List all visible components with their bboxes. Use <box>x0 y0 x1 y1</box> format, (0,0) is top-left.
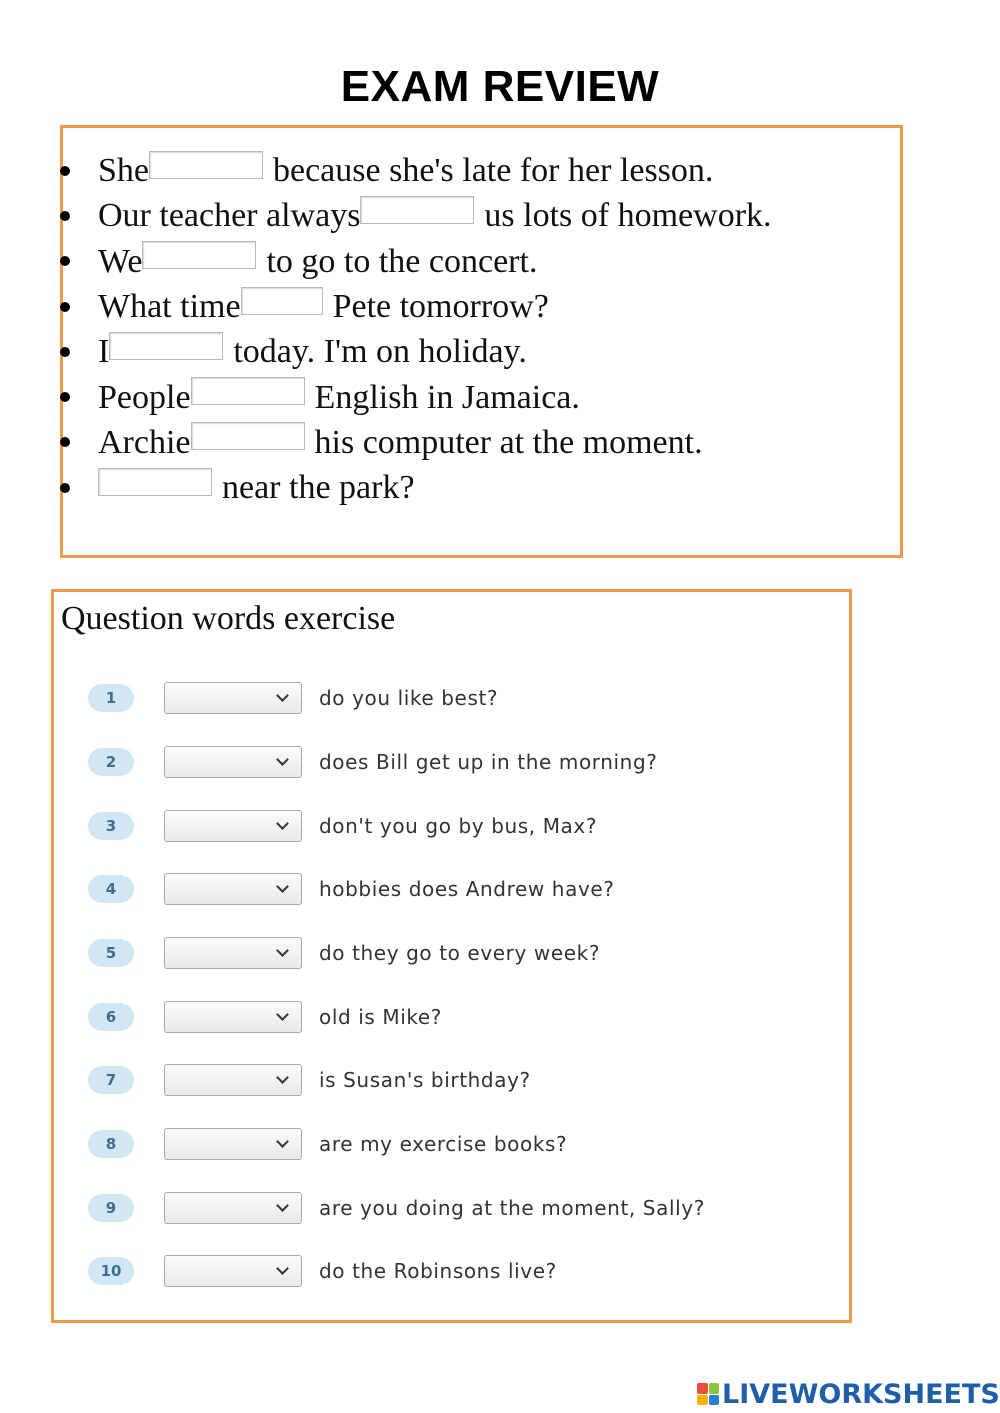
sentence-end: his computer at the moment. <box>314 423 703 461</box>
question-row <box>88 745 657 779</box>
bullet-icon <box>60 256 70 266</box>
question-number-badge: 8 <box>88 1130 134 1158</box>
question-number-badge: 9 <box>88 1194 134 1222</box>
bullet-icon <box>60 302 70 312</box>
bullet-icon <box>60 437 70 447</box>
chevron-down-icon <box>276 1135 289 1148</box>
chevron-down-icon <box>276 1071 289 1084</box>
answer-dropdown[interactable] <box>164 682 302 714</box>
bullet-icon <box>60 483 70 493</box>
question-number-badge: 2 <box>88 748 134 776</box>
question-number-badge: 3 <box>88 812 134 840</box>
question-text: is Susan's birthday? <box>319 1068 531 1092</box>
question-row <box>88 1127 567 1161</box>
chevron-down-icon <box>276 1008 289 1021</box>
chevron-down-icon <box>276 1199 289 1212</box>
question-number-badge: 6 <box>88 1003 134 1031</box>
sentence-end: near the park? <box>222 469 415 507</box>
chevron-down-icon <box>276 689 289 702</box>
sentence-start: Our teacher always <box>98 197 361 235</box>
question-row <box>88 872 615 906</box>
answer-input[interactable] <box>149 151 263 179</box>
chevron-down-icon <box>276 880 289 893</box>
sentence-end: us lots of homework. <box>484 197 772 235</box>
list-item <box>58 374 772 419</box>
chevron-down-icon <box>276 944 289 957</box>
chevron-down-icon <box>276 817 289 830</box>
sentence-start: What time <box>98 288 241 326</box>
sentence-end: because she's late for her lesson. <box>273 152 714 190</box>
list-item <box>58 420 772 465</box>
sentence-start: We <box>98 242 143 280</box>
answer-dropdown[interactable] <box>164 873 302 905</box>
sentence-start: She <box>98 152 149 190</box>
answer-dropdown[interactable] <box>164 746 302 778</box>
sentence-end: today. I'm on holiday. <box>233 333 527 371</box>
question-number-badge: 4 <box>88 875 134 903</box>
answer-input[interactable] <box>109 332 223 360</box>
bullet-icon <box>60 392 70 402</box>
bullet-icon <box>60 166 70 176</box>
answer-input[interactable] <box>360 196 474 224</box>
answer-dropdown[interactable] <box>164 1064 302 1096</box>
answer-dropdown[interactable] <box>164 937 302 969</box>
chevron-down-icon <box>276 1262 289 1275</box>
answer-input[interactable] <box>98 468 212 496</box>
logo-text: LIVEWORKSHEETS <box>722 1378 1000 1410</box>
bullet-icon <box>60 211 70 221</box>
question-text: old is Mike? <box>319 1005 442 1029</box>
answer-dropdown[interactable] <box>164 1192 302 1224</box>
answer-dropdown[interactable] <box>164 1001 302 1033</box>
question-row <box>88 1000 442 1034</box>
page-title: EXAM REVIEW <box>340 62 660 111</box>
logo-icon <box>697 1383 719 1405</box>
sentence-start: Archie <box>98 423 191 461</box>
question-text: are you doing at the moment, Sally? <box>319 1196 705 1220</box>
question-text: do you like best? <box>319 686 499 710</box>
answer-dropdown[interactable] <box>164 1128 302 1160</box>
list-item <box>58 465 772 510</box>
question-number-badge: 10 <box>88 1257 134 1285</box>
question-row <box>88 681 498 715</box>
list-item <box>58 239 772 284</box>
question-row <box>88 1254 557 1288</box>
list-item <box>58 148 772 193</box>
sentence-end: to go to the concert. <box>266 242 538 280</box>
question-row <box>88 1191 705 1225</box>
answer-input[interactable] <box>191 377 305 405</box>
list-item <box>58 329 772 374</box>
answer-input[interactable] <box>142 241 256 269</box>
liveworksheets-logo <box>697 1377 1000 1411</box>
question-number-badge: 7 <box>88 1066 134 1094</box>
answer-input[interactable] <box>191 422 305 450</box>
bullet-icon <box>60 347 70 357</box>
question-row <box>88 1063 531 1097</box>
question-text: does Bill get up in the morning? <box>319 750 658 774</box>
answer-dropdown[interactable] <box>164 1255 302 1287</box>
answer-dropdown[interactable] <box>164 810 302 842</box>
question-number-badge: 1 <box>88 684 134 712</box>
question-text: do the Robinsons live? <box>319 1259 557 1283</box>
section-heading: Question words exercise <box>61 600 396 637</box>
sentence-start: I <box>98 333 110 371</box>
question-text: hobbies does Andrew have? <box>319 877 615 901</box>
question-text: don't you go by bus, Max? <box>319 814 598 838</box>
question-text: are my exercise books? <box>319 1132 568 1156</box>
list-item <box>58 193 772 238</box>
question-row <box>88 809 597 843</box>
sentence-end: Pete tomorrow? <box>332 288 549 326</box>
answer-input[interactable] <box>241 287 323 315</box>
sentence-start: People <box>98 378 191 416</box>
question-row <box>88 936 600 970</box>
question-text: do they go to every week? <box>319 941 601 965</box>
list-item <box>58 284 772 329</box>
sentence-end: English in Jamaica. <box>314 378 580 416</box>
question-number-badge: 5 <box>88 939 134 967</box>
fill-in-list <box>58 148 772 510</box>
chevron-down-icon <box>276 753 289 766</box>
